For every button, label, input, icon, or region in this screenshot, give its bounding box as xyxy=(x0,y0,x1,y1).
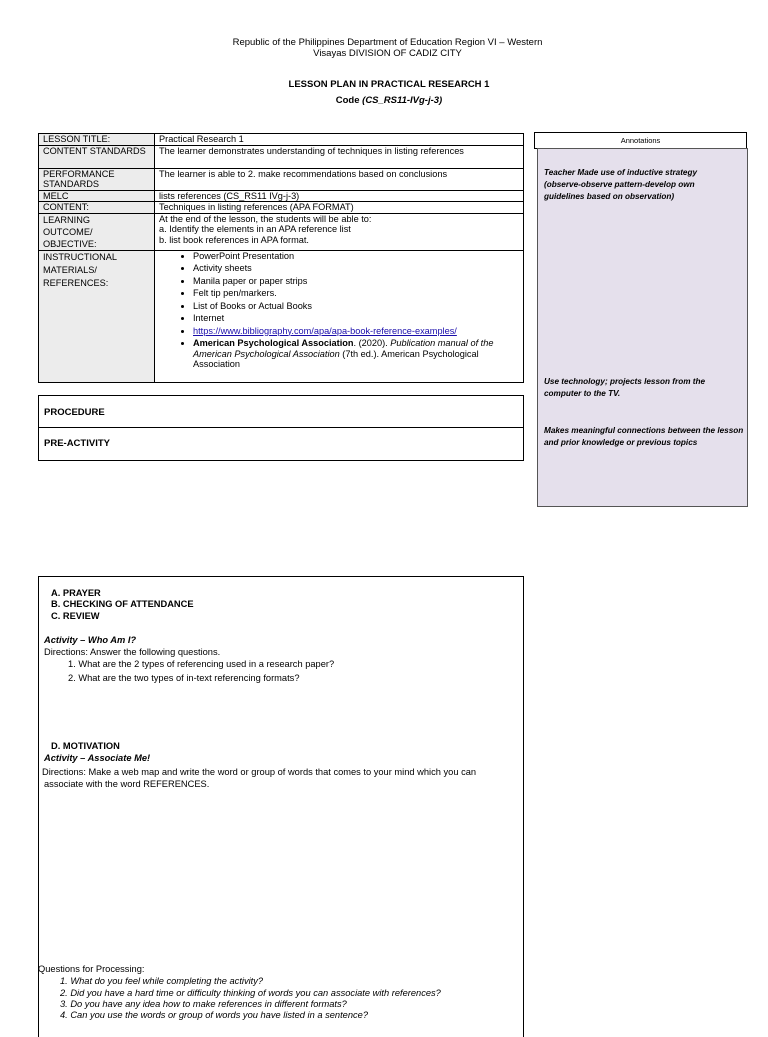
table-row xyxy=(39,145,524,168)
materials-list xyxy=(159,251,519,370)
list-item xyxy=(193,338,519,370)
procedure-label: PROCEDURE xyxy=(44,407,105,418)
activity2-title: Activity – Associate Me! xyxy=(44,753,151,763)
processing-question: 4. Can you use the words or group of words you have listed in a sentence? xyxy=(60,1010,369,1020)
materials-label xyxy=(39,250,155,382)
activities-box xyxy=(38,576,524,1037)
annotations-header: Annotations xyxy=(534,132,747,149)
list-item: • PowerPoint Presentation xyxy=(193,251,519,262)
activity1-directions: Directions: Answer the following questions. xyxy=(44,647,221,657)
materials-label-line: INSTRUCTIONAL xyxy=(43,251,118,262)
activity1-title: Activity – Who Am I? xyxy=(44,635,137,645)
activity1-question: 2. What are the two types of in-text referencing formats? xyxy=(68,673,300,683)
list-item: • List of Books or Actual Books xyxy=(193,301,519,312)
processing-question: 3. Do you have any idea how to make references in different formats? xyxy=(60,999,347,1009)
content-label: CONTENT: xyxy=(39,202,155,214)
annotations-panel xyxy=(537,148,748,507)
objective-intro: At the end of the lesson, the students will be able to: xyxy=(159,213,372,224)
review-heading: C. REVIEW xyxy=(51,611,100,621)
header-line-1: Republic of the Philippines Department of Education Region VI – Western xyxy=(232,37,543,48)
table-row xyxy=(39,250,524,382)
table-row xyxy=(39,202,524,214)
content-value: Techniques in listing references (APA FORMAT) xyxy=(155,202,524,214)
melc-label: MELC xyxy=(39,190,155,202)
code-value: (CS_RS11-IVg-j-3) xyxy=(362,95,443,106)
apa-year: . (2020). xyxy=(353,338,391,348)
list-item xyxy=(193,326,519,337)
code-label: Code xyxy=(335,95,360,106)
objective-label-line: OBJECTIVE: xyxy=(43,238,97,249)
materials-label-line: MATERIALS/ xyxy=(43,264,97,275)
processing-label: Questions for Processing: xyxy=(38,964,145,974)
table-row xyxy=(39,213,524,250)
list-item: • Activity sheets xyxy=(193,263,519,274)
header-line-2: Visayas DIVISION OF CADIZ CITY xyxy=(313,48,462,59)
melc-value: lists references (CS_RS11 IVg-j-3) xyxy=(155,190,524,202)
table-row xyxy=(39,168,524,190)
reference-link[interactable]: https://www.bibliography.com/apa/apa-book-reference-examples/ xyxy=(193,325,457,336)
objective-item: b. list book references in APA format. xyxy=(159,234,309,245)
attendance-heading: B. CHECKING OF ATTENDANCE xyxy=(51,599,194,609)
document-header xyxy=(200,37,575,59)
activity2-directions: Directions: Make a web map and write the word or group of words that comes to your mind which you can xyxy=(42,767,477,777)
procedure-divider xyxy=(39,427,523,428)
performance-standards-label: PERFORMANCE STANDARDS xyxy=(39,168,155,190)
table-row xyxy=(39,190,524,202)
lesson-title-value: Practical Research 1 xyxy=(155,134,524,146)
annotation-note: Makes meaningful connections between the lesson and prior knowledge or previous topics xyxy=(544,426,744,447)
annotation-note: Use technology; projects lesson from the computer to the TV. xyxy=(544,377,706,398)
activity2-directions-cont: associate with the word REFERENCES. xyxy=(44,779,210,789)
apa-rest: (7th ed.). American Psychological Association xyxy=(193,348,479,369)
content-standards-label: CONTENT STANDARDS xyxy=(39,145,155,168)
list-item: • Felt tip pen/markers. xyxy=(193,288,519,299)
lesson-code xyxy=(0,95,768,106)
content-standards-value: The learner demonstrates understanding of techniques in listing references xyxy=(155,145,524,168)
list-item: • Internet xyxy=(193,313,519,324)
processing-question: 2. Did you have a hard time or difficulty thinking of words you can associate with references? xyxy=(60,988,441,998)
lesson-title-label: LESSON TITLE: xyxy=(39,134,155,146)
objective-label-line: LEARNING xyxy=(43,214,90,225)
objective-label xyxy=(39,213,155,250)
apa-author: American Psychological Association xyxy=(193,338,354,348)
objective-item: a. Identify the elements in an APA reference list xyxy=(159,224,351,234)
procedure-box xyxy=(38,395,524,461)
materials-value xyxy=(155,250,524,382)
annotation-note: Teacher Made use of inductive strategy (observe-observe pattern-develop own guidelines based on observation) xyxy=(544,168,698,201)
list-item: • Manila paper or paper strips xyxy=(193,276,519,287)
lesson-plan-title: LESSON PLAN IN PRACTICAL RESEARCH 1 xyxy=(288,79,490,90)
activity1-question: 1. What are the 2 types of referencing used in a research paper? xyxy=(68,659,335,669)
prayer-heading: A. PRAYER xyxy=(51,588,101,598)
table-row xyxy=(39,134,524,146)
motivation-heading: D. MOTIVATION xyxy=(51,741,120,751)
apa-title: Publication manual of the American Psychological Association xyxy=(193,338,494,359)
objective-value xyxy=(155,213,524,250)
processing-question: 1. What do you feel while completing the activity? xyxy=(60,976,264,986)
performance-standards-value: The learner is able to 2. make recommendations based on conclusions xyxy=(155,168,524,190)
materials-label-line: REFERENCES: xyxy=(43,277,109,288)
lesson-info-table xyxy=(38,133,524,383)
objective-label-line: OUTCOME/ xyxy=(43,226,93,237)
pre-activity-label: PRE-ACTIVITY xyxy=(44,438,110,449)
